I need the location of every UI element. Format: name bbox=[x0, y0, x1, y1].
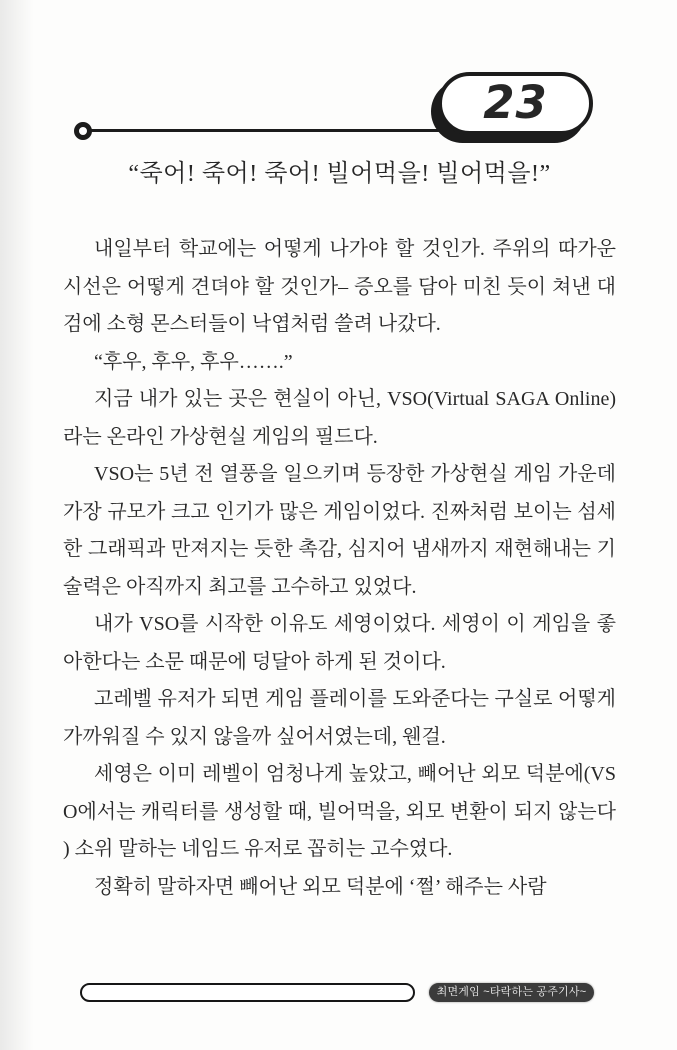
body-paragraph: 고레벨 유저가 되면 게임 플레이를 도와준다는 구실로 어떻게 가까워질 수 있지 않을까 싶어서였는데, 웬걸. bbox=[63, 688, 616, 748]
body-paragraph: “후우, 후우, 후우…….” bbox=[94, 350, 293, 373]
body-text bbox=[63, 231, 616, 906]
chapter-leader-line bbox=[90, 129, 446, 132]
body-paragraph: VSO는 5년 전 열풍을 일으키며 등장한 가상현실 게임 가운데 가장 규모가 크고 인기가 많은 게임이었다. 진짜처럼 보이는 섬세한 그래픽과 만져지는 듯한 촉감, 심지어 냄새까지 재현해내는 기술력은 아직까지 최고를 고수하고 있었다. bbox=[63, 463, 616, 598]
footer-empty-pill bbox=[80, 983, 415, 1002]
body-paragraph: 정확히 말하자면 빼어난 외모 덕분에 ‘쩔’ 해주는 사람 bbox=[94, 875, 547, 898]
series-title-badge bbox=[429, 983, 594, 1002]
chapter-number-badge bbox=[438, 72, 593, 135]
body-paragraph: 지금 내가 있는 곳은 현실이 아닌, VSO(Virtual SAGA Online)라는 온라인 가상현실 게임의 필드다. bbox=[63, 388, 616, 448]
page-edge-shadow bbox=[0, 0, 34, 1050]
headline-quote: “죽어! 죽어! 죽어! 빌어먹을! 빌어먹을!” bbox=[128, 161, 551, 187]
body-paragraph: 내일부터 학교에는 어떻게 나가야 할 것인가. 주위의 따가운 시선은 어떻게 견뎌야 할 것인가– 증오를 담아 미친 듯이 쳐낸 대검에 소형 몬스터들이 낙엽처럼 쓸려 나갔다. bbox=[63, 238, 616, 335]
series-title: 최면게임 ~타락하는 공주기사~ bbox=[436, 986, 587, 998]
chapter-number: 23 bbox=[483, 76, 548, 129]
body-paragraph: 세영은 이미 레벨이 엄청나게 높았고, 빼어난 외모 덕분에(VSO에서는 캐릭터를 생성할 때, 빌어먹을, 외모 변환이 되지 않는다) 소위 말하는 네임드 유저로 꼽히는 고수였다. bbox=[63, 763, 616, 860]
body-paragraph: 내가 VSO를 시작한 이유도 세영이었다. 세영이 이 게임을 좋아한다는 소문 때문에 덩달아 하게 된 것이다. bbox=[63, 613, 616, 673]
